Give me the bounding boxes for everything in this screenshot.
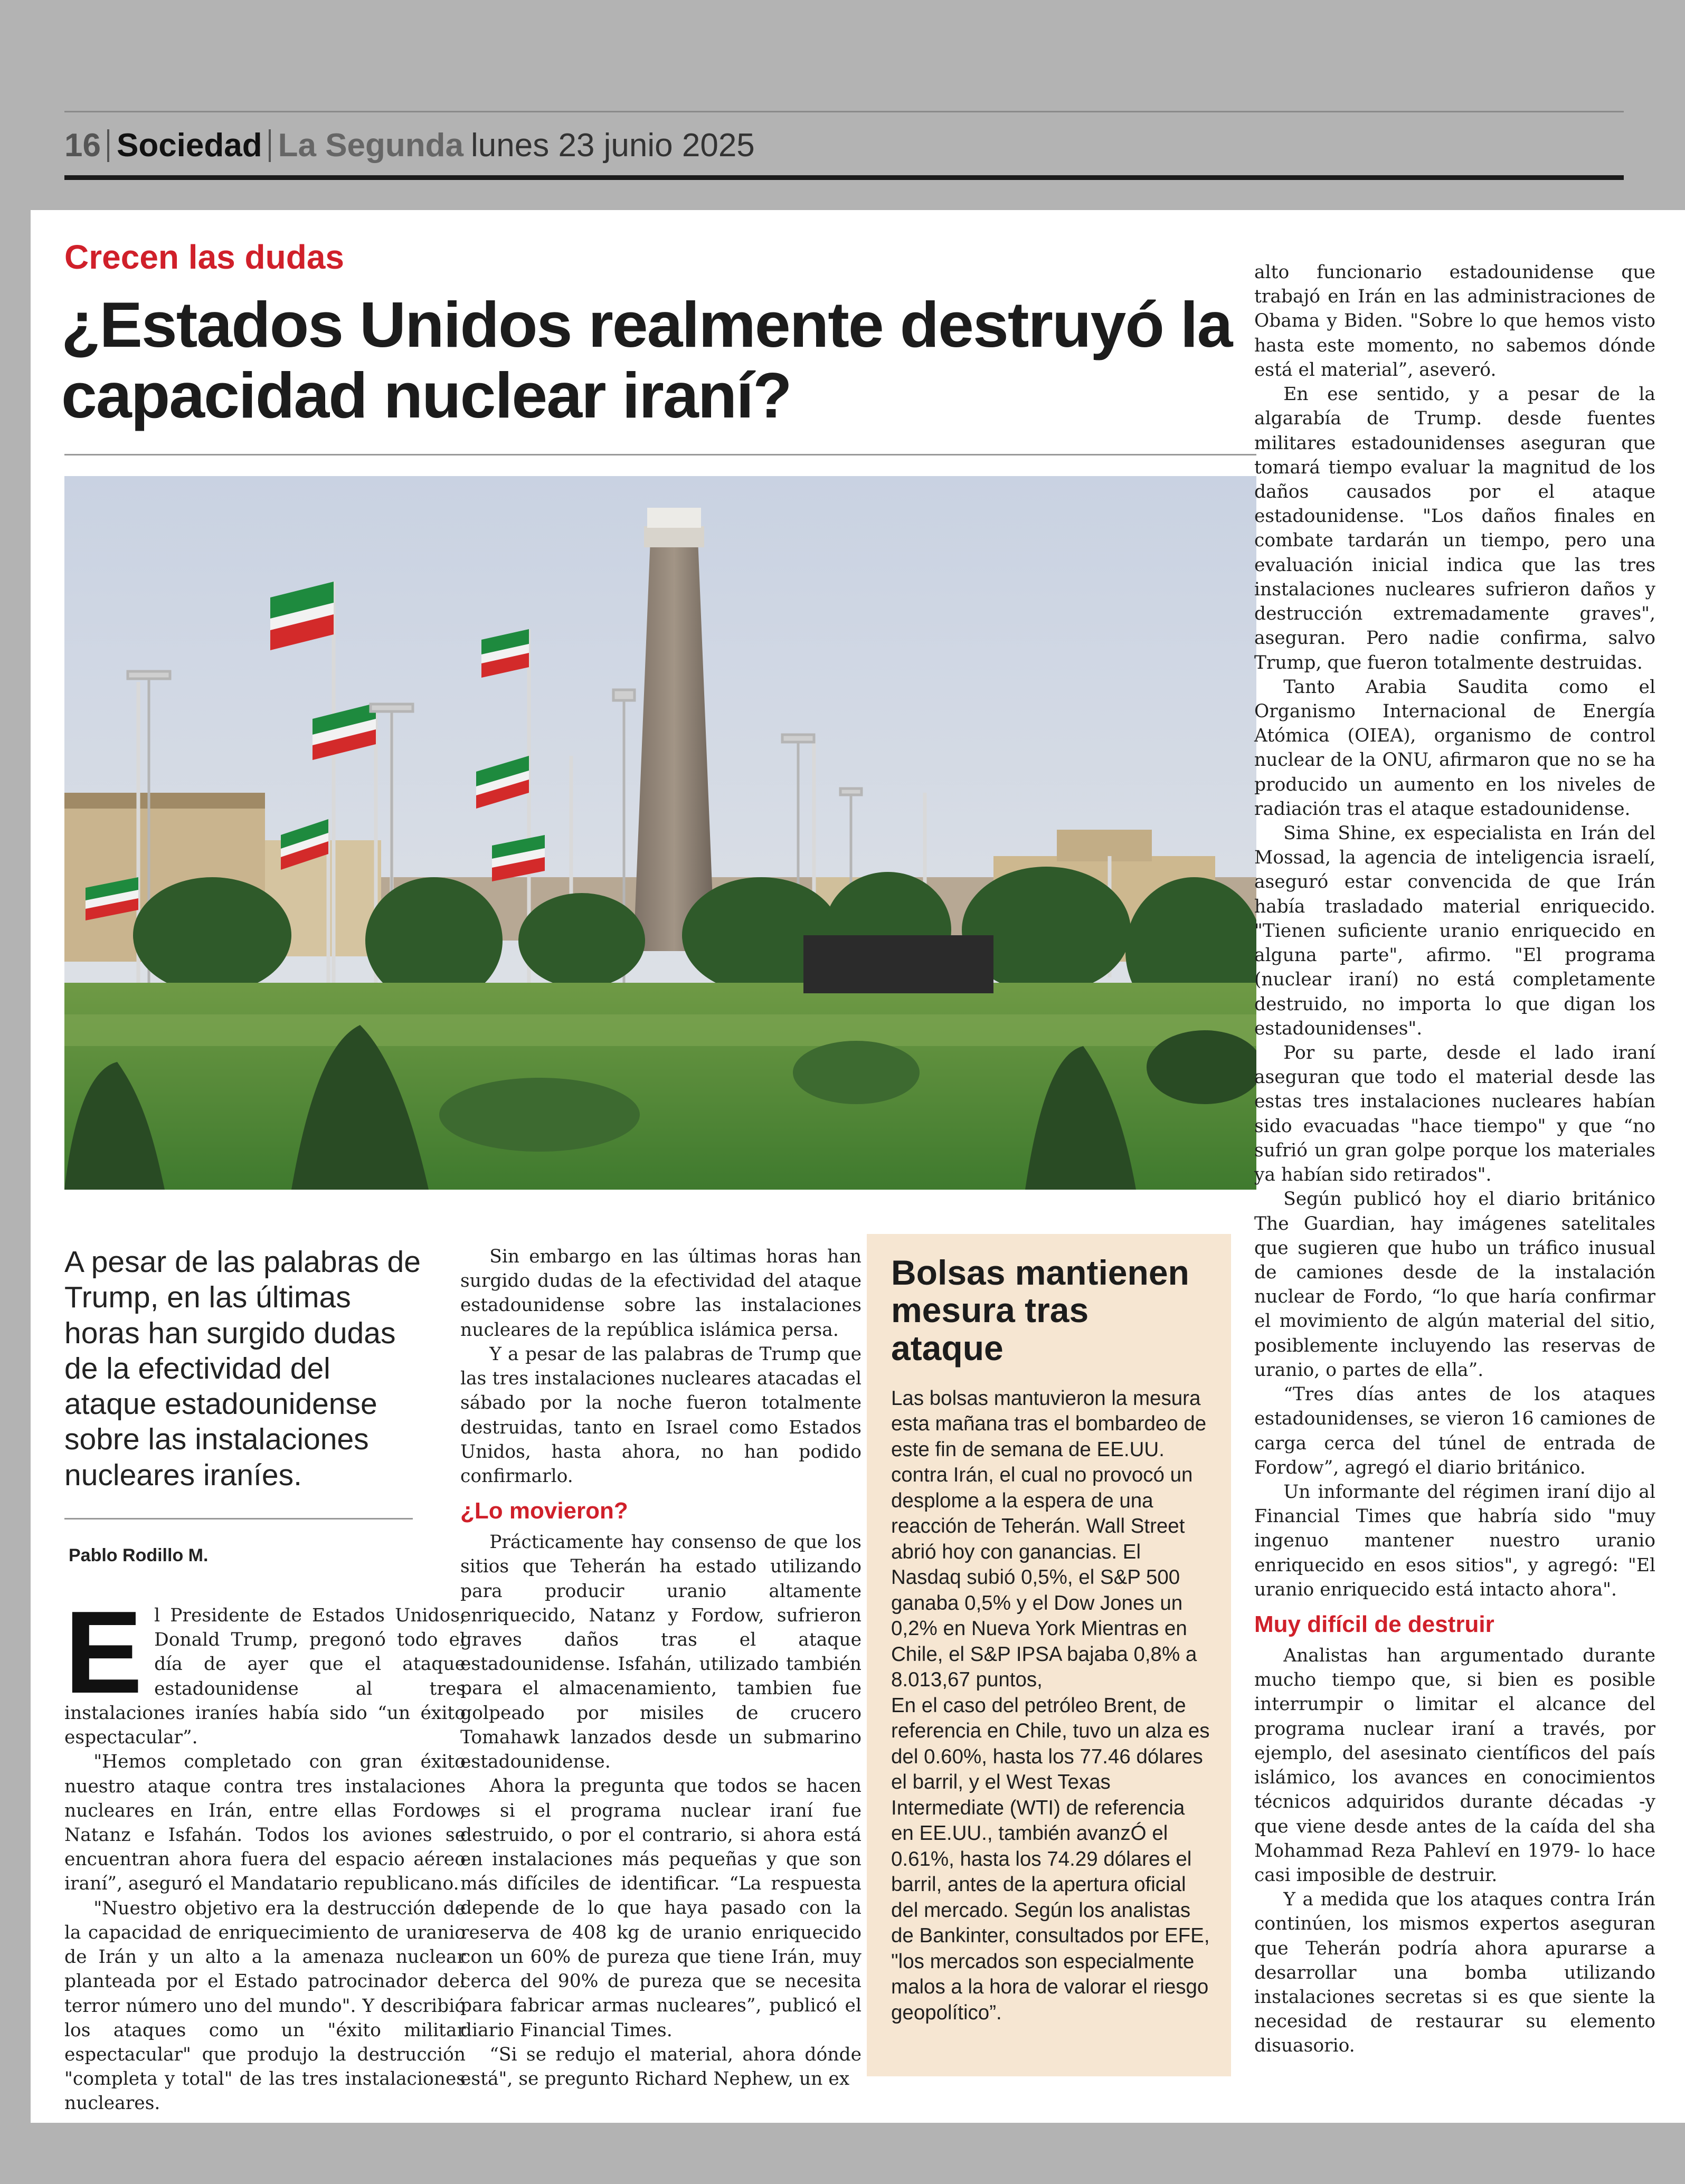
header-row xyxy=(64,119,755,172)
paragraph: Tanto Arabia Saudita como el Organismo Internacional de Energía Atómica (OIEA), organismo de control nuclear de la ONU, afirmaron que no se ha producido un aumento en los niveles de radiación tras el ataque estadounidense. xyxy=(1254,676,1655,820)
paragraph: Prácticamente hay consenso de que los sitios que Teherán ha estado utilizando para producir uranio altamente enriquecido, Natanz y Fordow, sufrieron graves daños tras el ataque estadounidense. Isfahán, utilizado también para el almacenamiento, tambien fue golpeado por misiles de crucero Tomahawk lanzados desde un submarino estadounidense. xyxy=(460,1532,862,1773)
article-column-4 xyxy=(1254,260,1655,2058)
paragraph: Ahora la pregunta que todos se hacen es si el programa nuclear iraní fue destruido, o por el contrario, si ahora está en instalaciones más pequeñas y que son más difíciles de identificar. “La respuesta depende de lo que haya pasado con la reserva de 408 kg de uranio enriquecido con un 60% de pureza que tiene Irán, muy cerca del 90% de pureza que se necesita para fabricar armas nucleares”, publicó el diario Financial Times. xyxy=(460,1775,862,2041)
paragraph: Sin embargo en las últimas horas han surgido dudas de la efectividad del ataque estadounidense sobre las instalaciones nucleares de la república islámica persa. xyxy=(460,1246,862,1341)
publication-date: lunes 23 junio 2025 xyxy=(471,127,755,164)
article-photo xyxy=(64,476,1256,1190)
headline-rule xyxy=(64,454,1256,455)
paragraph: Un informante del régimen iraní dijo al Financial Times que habría sido "muy ingenuo mantener nuestro uranio enriquecido en esos sitios", y agregó: "El uranio enriquecido está intacto ahora". xyxy=(1254,1481,1655,1600)
page-header xyxy=(64,111,1624,179)
paragraph: alto funcionario estadounidense que trabajó en Irán en las administraciones de Obama y Biden. "Sobre lo que hemos visto hasta este momento, no sabemos dónde está el material”, aseveró. xyxy=(1254,262,1655,381)
sidebar-title: Bolsas mantienen mesura tras ataque xyxy=(891,1253,1189,1368)
paragraph: “Tres días antes de los ataques estadounidenses, se vieron 16 camiones de carga cerca del túnel de entrada de Fordow”, agregó el diario británico. xyxy=(1254,1384,1655,1478)
sidebar-box xyxy=(867,1234,1231,2076)
paragraph: "Nuestro objetivo era la destrucción de la capacidad de enriquecimiento de uranio de Irán y un alto a la amenaza nuclear planteada por el Estado patrocinador del terror número uno del mundo". Y describió los ataques como un "éxito militar espectacular" que produjo la destrucción "completa y total" de las tres instalaciones nucleares. xyxy=(64,1897,466,2114)
nuclear-facility-photo xyxy=(64,476,1256,1190)
paragraph: Por su parte, desde el lado iraní aseguran que todo el material desde las estas tres instalaciones nucleares habían sido evacuadas "hace tiempo" y que “no sufrió un gran golpe porque los materiales ya habían sido retirados". xyxy=(1254,1042,1655,1186)
subheading: ¿Lo movieron? xyxy=(460,1498,628,1524)
article-kicker: Crecen las dudas xyxy=(64,238,344,276)
sidebar-body xyxy=(891,1386,1210,2026)
paragraph: “Si se redujo el material, ahora dónde está", se pregunto Richard Nephew, un ex xyxy=(460,2044,862,2090)
drop-cap: E xyxy=(64,1587,143,1718)
article-lead: A pesar de las palabras de Trump, en las últimas horas han surgido dudas de la efectividad del ataque estadounidense sobre las instalaciones nucleares iraníes. xyxy=(64,1245,421,1492)
subheading: Muy difícil de destruir xyxy=(1254,1611,1494,1638)
paragraph: Analistas han argumentado durante mucho tiempo que, si bien es posible interrumpir o limitar el alcance del programa nuclear iraní a través, por ejemplo, del asesinato científicos del país islámico, los avances en conocimientos técnicos adquiridos durante décadas -y que viene desde antes de la caída del sha Mohammad Reza Pahleví en 1979- lo hace casi imposible de destruir. xyxy=(1254,1645,1655,1886)
section-name: Sociedad xyxy=(117,129,271,162)
page-number: 16 xyxy=(64,129,109,162)
paragraph: Según publicó hoy el diario británico The Guardian, hay imágenes satelitales que sugieren que hubo un tráfico inusual de camiones desde de la instalación nuclear de Fordo, “lo que haría confirmar el movimiento de algún material del sitio, posiblemente incluyendo las reservas de uranio, o partes de ella”. xyxy=(1254,1189,1655,1381)
article-page xyxy=(31,210,1685,2123)
header-top-rule xyxy=(64,111,1624,112)
article-headline: ¿Estados Unidos realmente destruyó la capacidad nuclear iraní? xyxy=(61,289,1232,432)
header-bottom-rule xyxy=(64,175,1624,180)
paragraph: Y a medida que los ataques contra Irán continúen, los mismos expertos aseguran que Teherán podría ahora apurarse a desarrollar una bomba utilizando instalaciones secretas si es que siente la necesidad de restaurar su elemento disuasorio. xyxy=(1254,1889,1655,2057)
article-column-2 xyxy=(460,1245,862,2091)
sidebar-paragraph: Las bolsas mantuvieron la mesura esta mañana tras el bombardeo de este fin de semana de EE.UU. contra Irán, el cual no provocó un desplome a la espera de una reacción de Teherán. Wall Street abrió hoy con ganancias. El Nasdaq subió 0,5%, el S&P 500 ganaba 0,5% y el Dow Jones un 0,2% en Nueva York Mientras en Chile, el S&P IPSA bajaba 0,8% a 8.013,67 puntos, xyxy=(891,1387,1207,1692)
paragraph: Sima Shine, ex especialista en Irán del Mossad, la agencia de inteligencia israelí, aseguró estar convencida de que Irán había trasladado material enriquecido. "Tienen suficiente uranio enriquecido en alguna parte", afirmo. "El programa (nuclear iraní) no está completamente destruido, no importa lo que digan los estadounidenses". xyxy=(1254,823,1655,1039)
publication-name: La Segunda xyxy=(278,127,463,164)
sidebar-paragraph: En el caso del petróleo Brent, de referencia en Chile, tuvo un alza es del 0.60%, hasta los 77.46 dólares el barril, y el West Texas Intermediate (WTI) de referencia en EE.UU., también avanzÓ el 0.61%, hasta los 74.29 dólares el barril, antes de la apertura oficial del mercado. Según los analistas de Bankinter, consultados por EFE, "los mercados son especialmente malos a la hora de valorar el riesgo geopolítico”. xyxy=(891,1694,1210,2024)
article-column-1 xyxy=(64,1587,466,2116)
article-byline: Pablo Rodillo M. xyxy=(69,1545,209,1565)
paragraph: En ese sentido, y a pesar de la algarabía de Trump. desde fuentes militares estadounidenses aseguran que tomará tiempo evaluar la magnitud de los daños causados por el ataque estadounidense. "Los daños finales en combate tardarán un tiempo, pero una evaluación inicial indica que las tres instalaciones nucleares sufrieron daños y destrucción extremadamente graves", aseguran. Pero nadie confirma, salvo Trump, que fueron totalmente destruidas. xyxy=(1254,384,1655,673)
paragraph: Y a pesar de las palabras de Trump que las tres instalaciones nucleares atacadas el sábado por la noche fueron totalmente destruidas, tanto en Israel como Estados Unidos, hasta ahora, no han podido confirmarlo. xyxy=(460,1343,862,1487)
paragraph: "Hemos completado con gran éxito nuestro ataque contra tres instalaciones nucleares en Irán, entre ellas Fordow, Natanz e Isfahán. Todos los aviones se encuentran ahora fuera del espacio aéreo iraní”, aseguró el Mandatario republicano. xyxy=(64,1751,466,1895)
first-paragraph xyxy=(64,1587,466,1750)
paragraph: l Presidente de Estados Unidos, Donald Trump, pregonó todo el día de ayer que el ataque estadounidense al tres instalaciones iraníes había sido “un éxito espectacular”. xyxy=(64,1605,466,1749)
byline-rule xyxy=(64,1518,413,1520)
